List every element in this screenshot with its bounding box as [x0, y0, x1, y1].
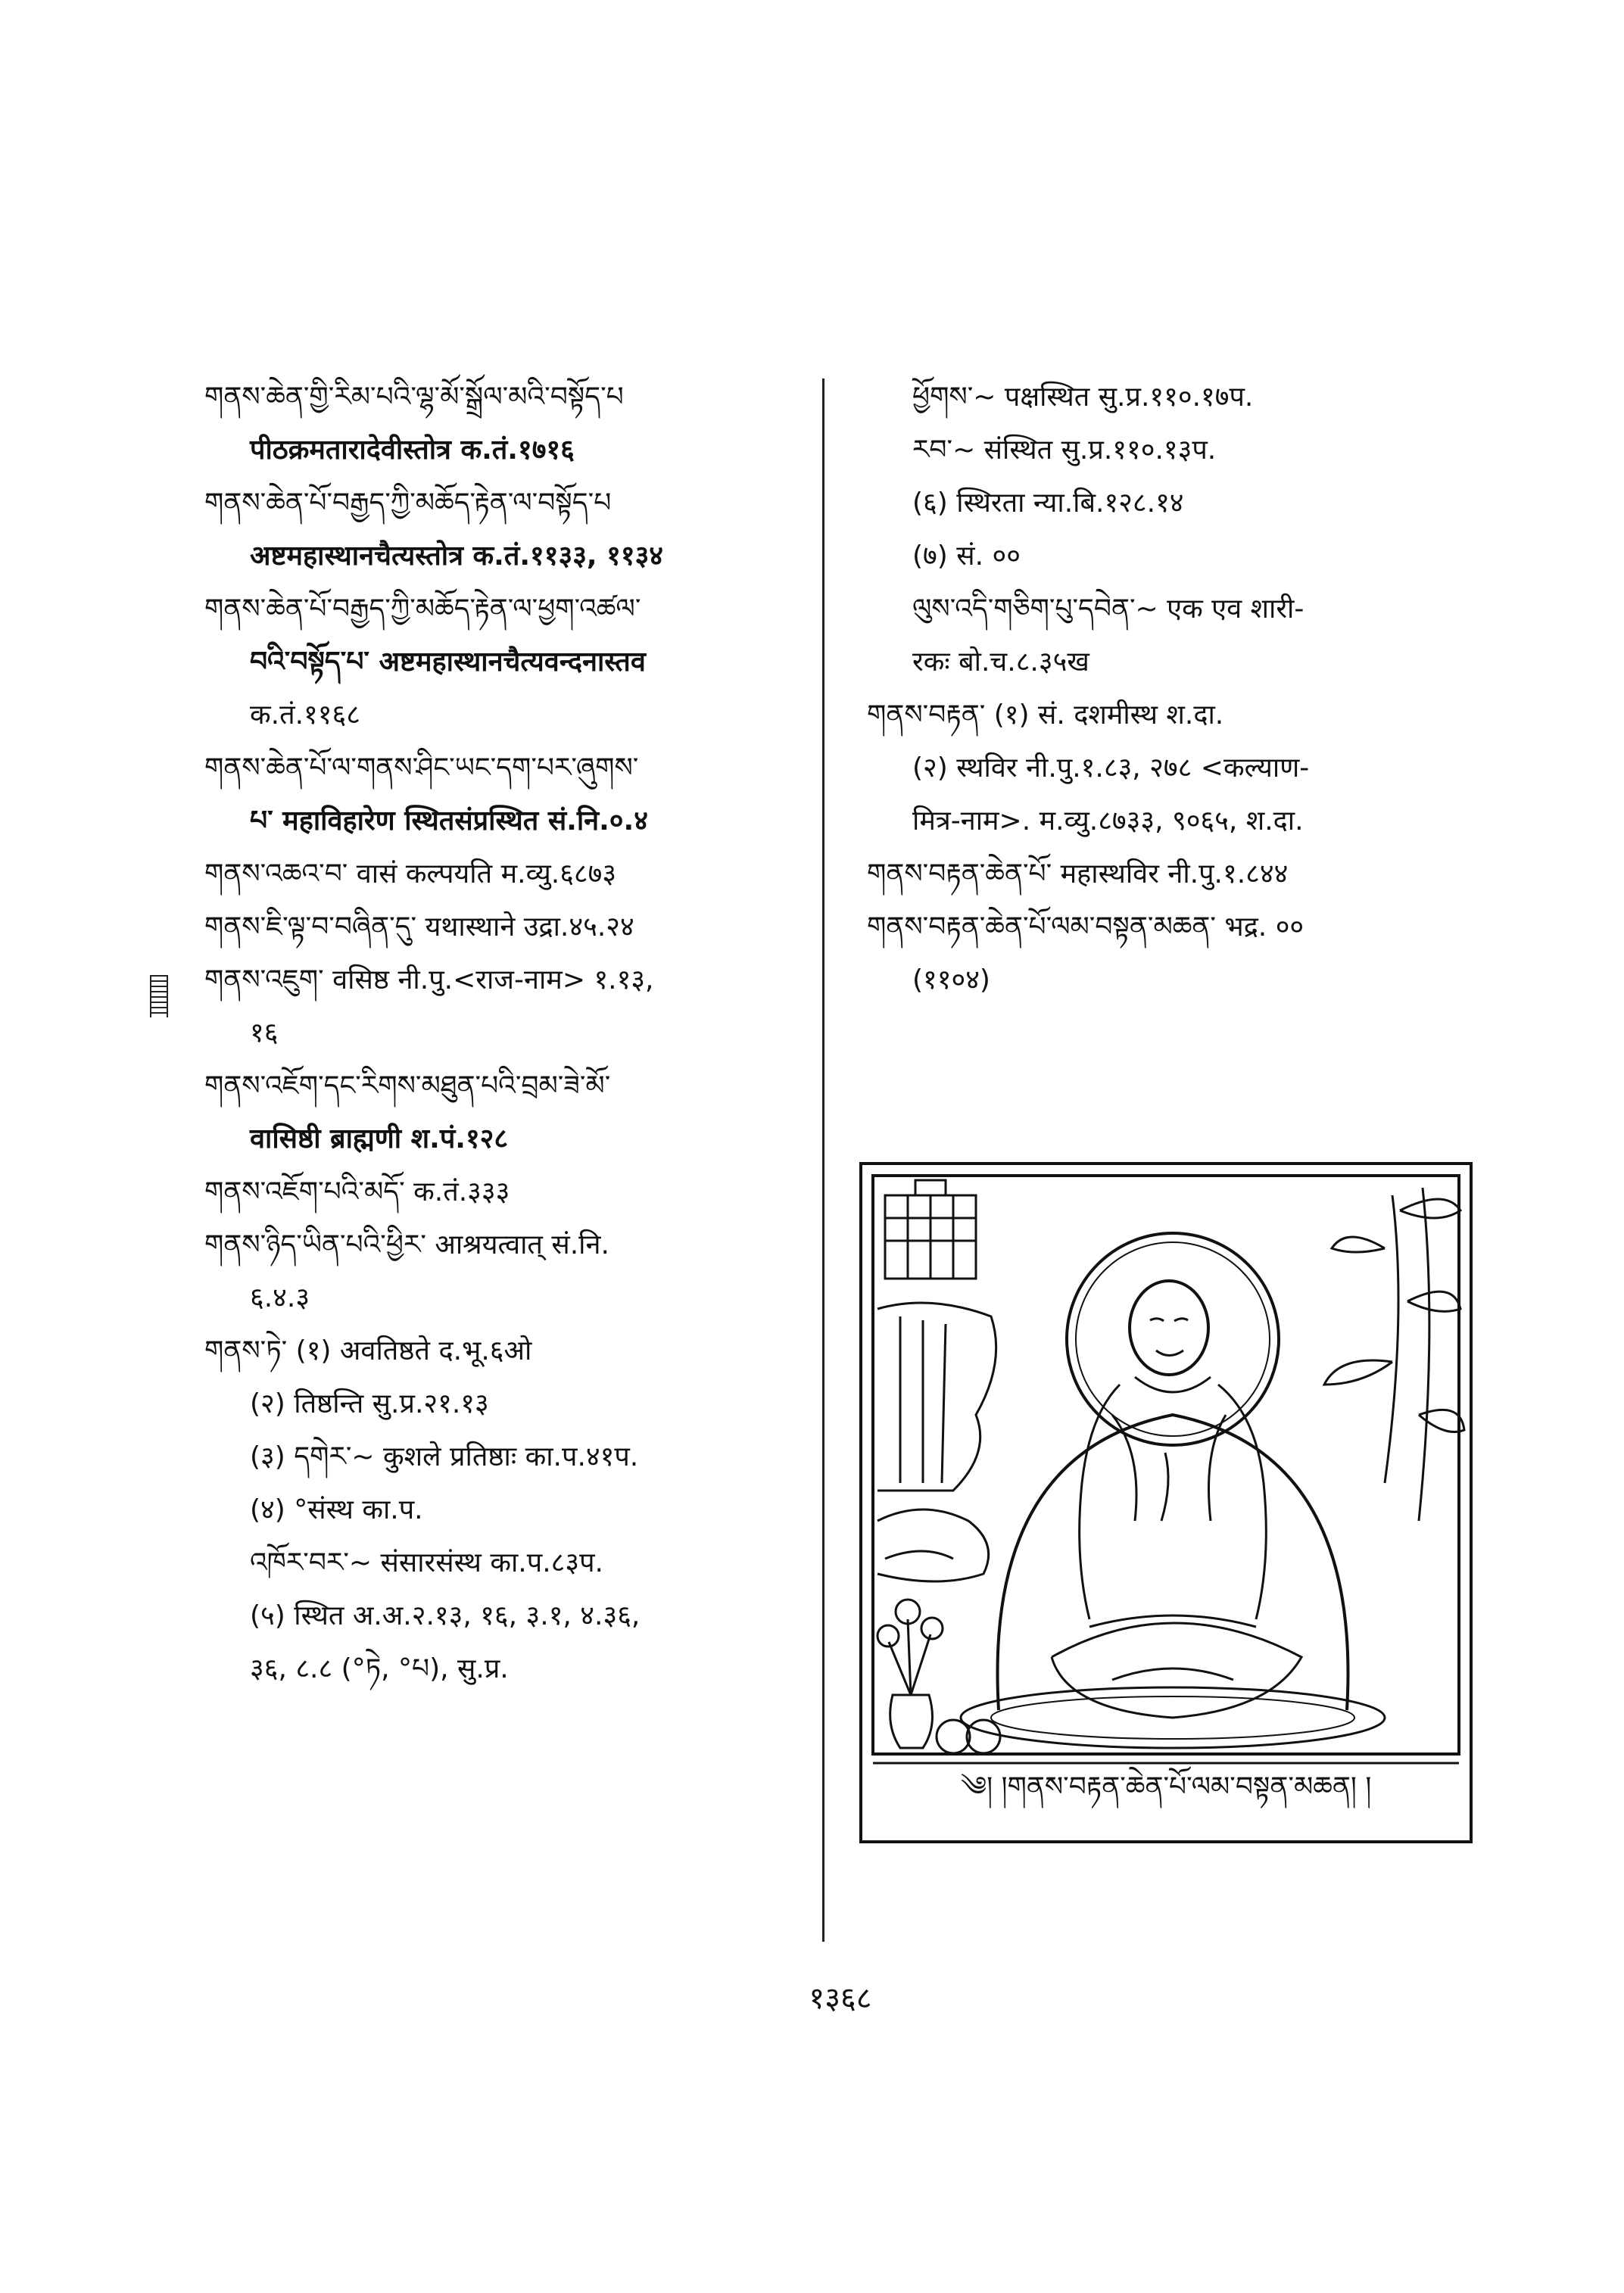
page-number: १३६८	[809, 1981, 872, 2016]
dictionary-entry-line: གནས་བརྟན་ (१) सं. दशमीस्थ श.दा.	[867, 699, 1224, 731]
dictionary-entry-line: (४) °संस्थ का.प.	[250, 1494, 423, 1525]
dictionary-entry-line: རབ་~ संस्थित सु.प्र.११०.१३प.	[912, 435, 1217, 466]
right-column	[867, 371, 1495, 1007]
dictionary-entry-line: ३६, ८.८ (°ཏེ, °པ), सु.प्र.	[250, 1653, 509, 1684]
dictionary-entry-line: मित्र-नाम>. म.व्यु.८७३३, ९०६५, श.दा.	[912, 805, 1304, 837]
dictionary-entry-line: (२) स्थविर नी.पु.१.८३, २७८ <कल्याण-	[912, 752, 1310, 784]
dictionary-entry-line: གནས་ཏེ་ (१) अवतिष्ठते द.भू.६ओ	[204, 1335, 532, 1366]
dictionary-entry-line: པ་ महाविहारेण स्थितसंप्रस्थित सं.नि.०.४	[250, 805, 648, 837]
dictionary-entry-line: (५) स्थित अ.अ.२.१३, १६, ३.१, ४.३६,	[250, 1600, 641, 1631]
dictionary-entry-line: གནས་འཇོག་པའི་མདོ་ क.तं.३३३	[204, 1176, 510, 1207]
dictionary-entry-line: (२) तिष्ठन्ति सु.प्र.२१.१३	[250, 1388, 489, 1419]
dictionary-entry-line: གནས་ཇི་ལྟ་བ་བཞིན་དུ་ यथास्थाने उद्रा.४५.२४	[204, 911, 634, 942]
dictionary-entry-line: ६.४.३	[250, 1282, 310, 1313]
monk-illustration	[859, 1162, 1473, 1843]
column-divider	[822, 379, 824, 1942]
dictionary-entry-line: གནས་འཇོག་དང་རིགས་མཐུན་པའི་བྲམ་ཟེ་མོ་	[204, 1070, 611, 1101]
dictionary-entry-line: अष्टमहास्थानचैत्यस्तोत्र क.तं.११३३, ११३४	[250, 541, 664, 572]
dictionary-entry-line: གནས་ཉིད་ཡིན་པའི་ཕྱིར་ आश्रयत्वात् सं.नि.	[204, 1229, 609, 1260]
dictionary-entry-line: ཕྱོགས་~ पक्षस्थित सु.प्र.११०.१७प.	[912, 382, 1254, 413]
margin-mark-icon	[150, 975, 168, 1017]
dictionary-entry-line: གནས་ཆེན་པོ་བརྒྱད་ཀྱི་མཆོད་རྟེན་ལ་བསྟོད་པ	[204, 488, 612, 519]
dictionary-entry-line: (११०४)	[912, 964, 990, 995]
seated-monk-icon	[862, 1165, 1470, 1840]
dictionary-entry-line: གནས་ཆེན་གྱི་རིམ་པའི་ལྷ་མོ་སྒྲོལ་མའི་བསྟོད་པ	[204, 382, 624, 413]
dictionary-entry-line: क.तं.११६८	[250, 699, 360, 731]
illustration-caption: ༄། །གནས་བརྟན་ཆེན་པོ་ལམ་བསྟན་མཆན། །	[960, 1771, 1372, 1802]
left-column	[204, 371, 803, 1696]
dictionary-entry-line: འཁོར་བར་~ संसारसंस्थ का.प.८३प.	[250, 1547, 603, 1578]
dictionary-entry-line: གནས་བརྟན་ཆེན་པོ་ལམ་བསྟན་མཆན་ भद्र. ००	[867, 911, 1304, 942]
dictionary-entry-line: (३) དགེར་~ कुशले प्रतिष्ठाः का.प.४१प.	[250, 1441, 639, 1472]
dictionary-entry-line: (६) स्थिरता न्या.बि.१२८.१४	[912, 488, 1184, 519]
dictionary-entry-line: वासिष्ठी ब्राह्मणी श.पं.१२८	[250, 1123, 509, 1154]
dictionary-entry-line: གནས་ཆེན་པོ་ལ་གནས་ཤིང་ཡང་དག་པར་ཞུགས་	[204, 752, 639, 784]
dictionary-entry-line: གནས་འཇུག་ वसिष्ठ नी.पु.<राज-नाम> १.१३,	[204, 964, 654, 995]
dictionary-entry-line: ལུས་འདི་གཅིག་པུ་དབེན་~ एक एव शारी-	[912, 594, 1304, 625]
dictionary-entry-line: (७) सं. ००	[912, 541, 1021, 572]
dictionary-entry-line: रकः बो.च.८.३५ख	[912, 646, 1089, 678]
dictionary-entry-line: གནས་འཆའ་བ་ वासं कल्पयति म.व्यु.६८७३	[204, 858, 617, 889]
dictionary-entry-line: བའི་བསྟོད་པ་ अष्टमहास्थानचैत्यवन्दनास्तव	[250, 646, 646, 678]
dictionary-entry-line: གནས་ཆེན་པོ་བརྒྱད་ཀྱི་མཆོད་རྟེན་ལ་ཕྱག་འཚལ་	[204, 594, 641, 625]
dictionary-entry-line: १६	[250, 1017, 279, 1048]
dictionary-entry-line: पीठक्रमतारादेवीस्तोत्र क.तं.१७१६	[250, 435, 575, 466]
dictionary-entry-line: གནས་བརྟན་ཆེན་པོ་ महास्थविर नी.पु.१.८४४	[867, 858, 1289, 889]
